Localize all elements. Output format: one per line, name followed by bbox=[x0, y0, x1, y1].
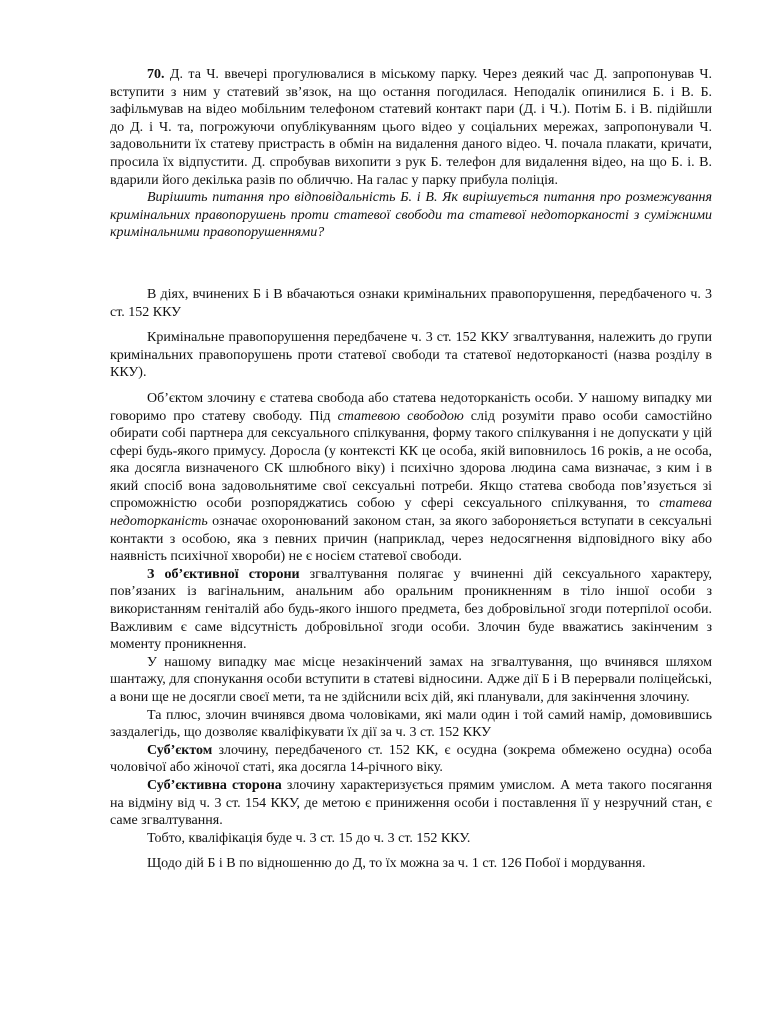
task-paragraph bbox=[110, 66, 712, 189]
term-sexual-freedom: статевою свободою bbox=[337, 408, 464, 424]
answer-paragraph-objective-side bbox=[110, 566, 712, 654]
answer-paragraph-subjective-side bbox=[110, 777, 712, 830]
spacer bbox=[110, 847, 712, 855]
heading-objective-side: З об’єктивної сторони bbox=[147, 566, 300, 582]
task-number: 70. bbox=[147, 67, 165, 82]
spacer bbox=[110, 242, 712, 286]
spacer bbox=[110, 382, 712, 390]
objective-side-text: згвалтування полягає у вчиненні дій сексуального характеру, пов’язаних із вагінальним, анальним або оральним проникненням в тіло іншої особи з використанням геніталій або будь-якого іншого предмета, без добровільної згоди потерпілої особи. Важливим є саме відсутність добровільної згоди особи. Злочин буде вважатись закінченим з моменту проникнення. bbox=[110, 566, 713, 653]
heading-subject: Суб’єктом bbox=[147, 742, 213, 758]
answer-paragraph-subject bbox=[110, 742, 712, 777]
answer-paragraph-1: В діях, вчинених Б і В вбачаються ознаки кримінальних правопорушення, передбаченого ч. 3 ст. 152 ККУ bbox=[110, 286, 712, 320]
subject-text: злочину, передбаченого ст. 152 КК, є осудна (зокрема обмежено осудна) особа чоловічої або жіночої статі, яка досягла 14-річного віку. bbox=[110, 742, 712, 776]
answer-paragraph-group: Та плюс, злочин вчинявся двома чоловіками, які мали один і той самий намір, домовившись заздалегідь, що дозволяє кваліфікувати їх дії за ч. 3 ст. 152 ККУ bbox=[110, 707, 712, 741]
answer-paragraph-qualification: Тобто, кваліфікація буде ч. 3 ст. 15 до ч. 3 ст. 152 ККУ. bbox=[147, 830, 471, 846]
task-text: Д. та Ч. ввечері прогулювалися в міському парку. Через деякий час Д. запропонував Ч. вступити з ним у статевий зв’язок, на що остання погодилася. Неподалік опинилися Б. і В. Б. зафільмував на відео мобільним телефоном статевий контакт пари (Д. і Ч.). Потім Б. і В. підійшли до Д. і Ч. та, погрожуючи опублікуванням цього відео у соціальних мережах, запропонували Ч. задовольнити їх статеву пристрасть в обмін на видалення даного відео. Ч. почала плакати, кричати, просила їх відпустити. Д. спробував вихопити з рук Б. телефон для видалення відео, на що Б. і. В. вдарили його декілька разів по обличчю. На галас у парку прибула поліція. bbox=[110, 67, 712, 188]
subjective-side-text: злочину характеризується прямим умислом. А мета такого посягання на відміну від ч. 3 ст. 154 ККУ, де метою є приниження особи і поставлення її у незручний стан, є саме згвалтування. bbox=[110, 777, 713, 829]
answer-paragraph-case: У нашому випадку має місце незакінчений замах на згвалтування, що вчинявся шляхом шантажу, для спонукання особи вступити в статеві відносини. Адже дії Б і В перервали поліцейські, а вони ще не досягли своєї мети, та не здійснили всіх дій, які планували, для закінчення злочину. bbox=[110, 654, 712, 705]
object-text-b: слід розуміти право особи самостійно обирати собі партнера для сексуального спілкування, форму такого спілкування і не допускати у цій сфері будь-якого примусу. Доросла (у контексті КК це особа, якій виповнилось 16 років, а не особа, яка досягла визначеного СК шлюбного віку) і психічно здорова людина сама визначає, з ким і в який спосіб вона задовольнятиме свої сексуальні потреби. Якщо статева свобода пов’язується зі спроможністю особи розпоряджатись собою у сфері сексуального спілкування, то bbox=[110, 408, 712, 512]
answer-paragraph-object bbox=[110, 390, 712, 566]
task-question: Вирішить питання про відповідальність Б. і В. Як вирішується питання про розмежування кримінальних правопорушень проти статевої свободи та статевої недоторканості з суміжними кримінальними правопорушеннями? bbox=[110, 190, 712, 241]
spacer bbox=[110, 321, 712, 329]
object-text-c: означає охоронюваний законом стан, за якого забороняється вступати в сексуальні контакти з особою, яка з певних причин (наприклад, через недосягнення відповідного віку або наявність психічної хвороби) не є носієм статевої свободи. bbox=[110, 514, 712, 565]
heading-subjective-side: Суб’єктивна сторона bbox=[147, 777, 282, 793]
answer-paragraph-battery: Щодо дій Б і В по відношенню до Д, то їх можна за ч. 1 ст. 126 Побої і мордування. bbox=[147, 856, 646, 872]
object-text-a: Об’єктом злочину є статева свобода або статева недоторканість особи. У нашому випадку ми говоримо про статеву свободу. Під bbox=[110, 390, 712, 424]
answer-paragraph-2: Кримінальне правопорушення передбачене ч. 3 ст. 152 ККУ згвалтування, належить до групи кримінальних правопорушень проти статевої свободи та статевої недоторканості (назва розділу в ККУ). bbox=[110, 330, 712, 381]
term-sexual-inviolability: статева недоторканість bbox=[110, 496, 712, 530]
document-page bbox=[110, 66, 712, 873]
